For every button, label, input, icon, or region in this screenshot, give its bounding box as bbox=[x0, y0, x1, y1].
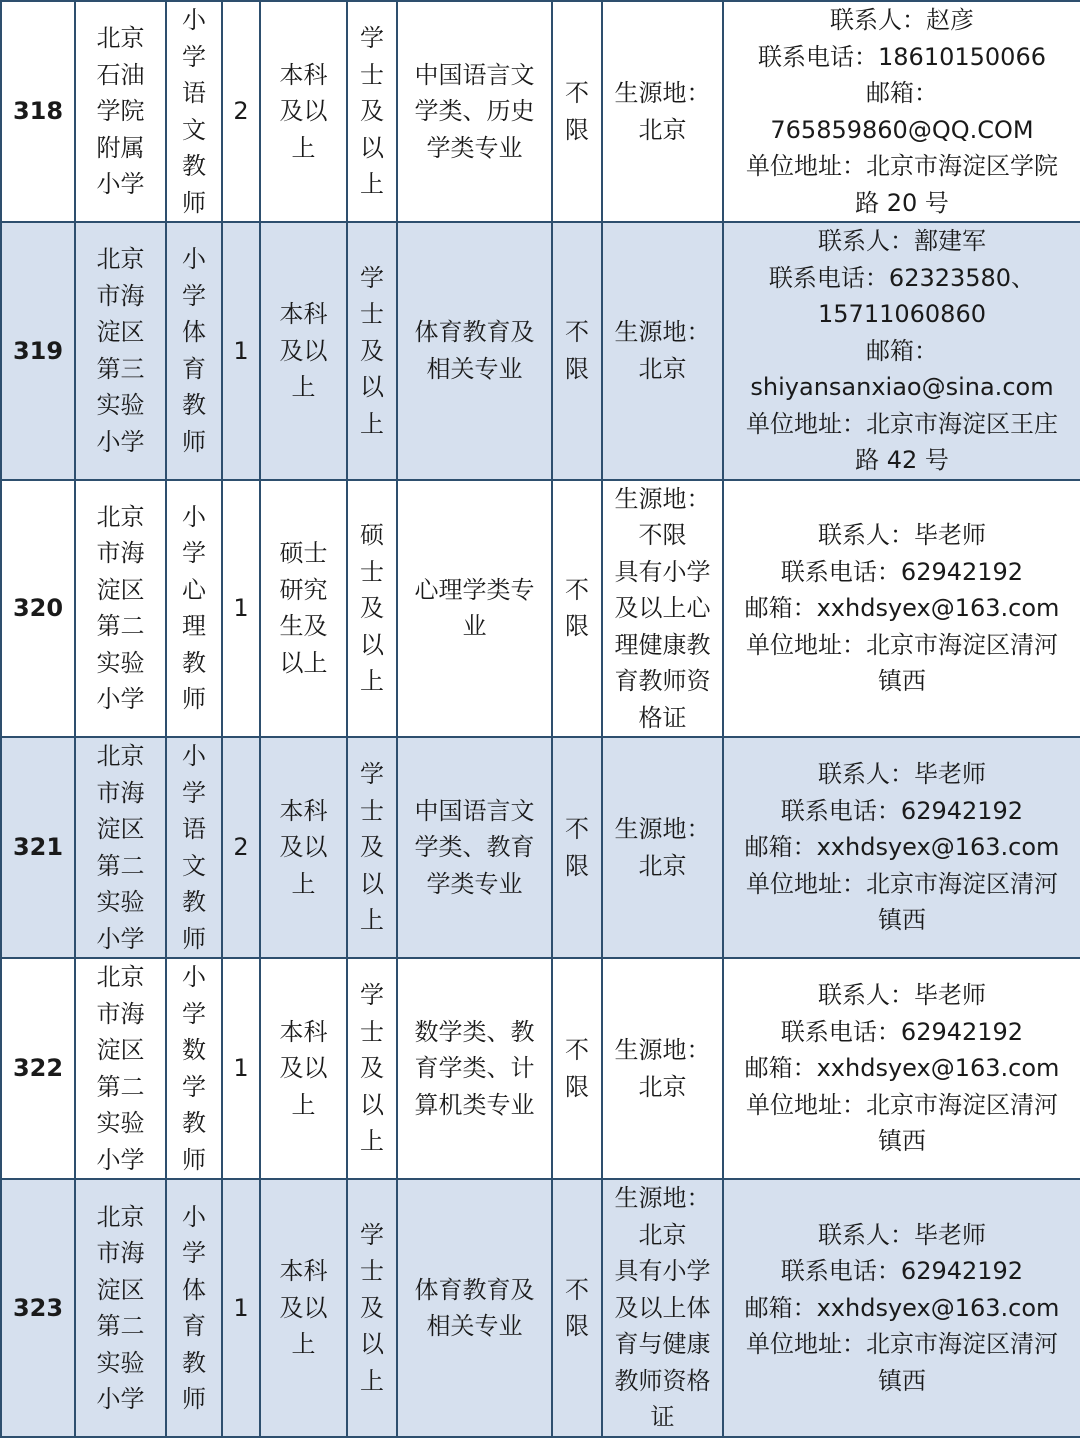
other-requirements-text: 生源地： 北京 bbox=[614, 318, 711, 383]
contact-line: 联系电话：62942192 bbox=[780, 1257, 1024, 1286]
school-name-cell bbox=[75, 958, 166, 1179]
hire-count-text: 2 bbox=[233, 97, 249, 126]
hire-count-cell bbox=[222, 480, 260, 738]
other-requirements-text: 生源地： 北京 bbox=[614, 1036, 711, 1101]
hire-count-text: 1 bbox=[233, 336, 249, 365]
education-cell bbox=[260, 1179, 347, 1437]
contact-line: 路 20 号 bbox=[855, 188, 949, 217]
position-number-cell bbox=[1, 480, 75, 738]
contact-line: 联系电话：62942192 bbox=[780, 557, 1024, 586]
contact-line: 联系电话：62323580、 bbox=[768, 263, 1036, 292]
table-row bbox=[1, 737, 1080, 958]
education-cell bbox=[260, 737, 347, 958]
school-name-text: 北京 市海 淀区 第二 实验 小学 bbox=[96, 502, 145, 714]
other-requirements-text: 生源地： 北京 具有小学 及以上体 育与健康 教师资格 证 bbox=[614, 1184, 711, 1432]
table-row bbox=[1, 1179, 1080, 1437]
position-title-cell bbox=[166, 1179, 222, 1437]
contact-line: shiyansanxiao@sina.com bbox=[750, 373, 1054, 401]
degree-text: 学 士 及 以 上 bbox=[360, 263, 384, 438]
contact-line: 路 42 号 bbox=[855, 446, 949, 474]
position-number-cell bbox=[1, 222, 75, 480]
education-text: 本科 及以 上 bbox=[279, 60, 328, 162]
contact-line: 单位地址：北京市海淀区王庄 bbox=[746, 409, 1058, 438]
hire-count-cell bbox=[222, 1, 260, 222]
hire-count-cell bbox=[222, 1179, 260, 1437]
position-number-cell bbox=[1, 1, 75, 222]
hire-count-text: 1 bbox=[233, 1293, 249, 1322]
contact-line: 邮箱：xxhdsyex@163.com bbox=[744, 833, 1060, 862]
degree-text: 学 士 及 以 上 bbox=[360, 760, 384, 935]
major-text: 数学类、教 育学类、计 算机类专业 bbox=[414, 1017, 535, 1119]
major-text: 中国语言文 学类、教育 学类专业 bbox=[414, 796, 535, 898]
other-requirements-cell bbox=[602, 1179, 723, 1437]
contact-line: 邮箱： bbox=[866, 79, 938, 107]
school-name-cell bbox=[75, 480, 166, 738]
position-title-cell bbox=[166, 737, 222, 958]
contact-line: 联系电话：62942192 bbox=[780, 1017, 1024, 1046]
age-text: 不 限 bbox=[565, 1036, 589, 1101]
other-requirements-cell bbox=[602, 222, 723, 480]
position-title-text: 小 学 语 文 教 师 bbox=[182, 742, 206, 953]
hire-count-text: 1 bbox=[233, 1054, 249, 1083]
contact-info-cell bbox=[723, 1, 1080, 222]
contact-line: 联系人：赵彦 bbox=[830, 6, 974, 34]
degree-cell bbox=[347, 737, 397, 958]
hire-count-text: 1 bbox=[233, 594, 249, 622]
contact-info-cell bbox=[723, 737, 1080, 958]
age-text: 不 限 bbox=[565, 79, 589, 144]
degree-cell bbox=[347, 1179, 397, 1437]
other-requirements-text: 生源地： 北京 bbox=[614, 815, 711, 880]
hire-count-text: 2 bbox=[233, 833, 249, 862]
school-name-text: 北京 石油 学院 附属 小学 bbox=[96, 24, 145, 199]
contact-line: 联系人：毕老师 bbox=[818, 760, 986, 789]
contact-line: 邮箱： bbox=[866, 336, 938, 365]
position-title-cell bbox=[166, 1, 222, 222]
education-cell bbox=[260, 480, 347, 738]
degree-text: 学 士 及 以 上 bbox=[360, 24, 384, 199]
major-text: 心理学类专 业 bbox=[414, 575, 535, 641]
contact-line: 镇西 bbox=[878, 1127, 926, 1156]
position-title-cell bbox=[166, 958, 222, 1179]
age-cell bbox=[552, 1179, 602, 1437]
position-number-text: 320 bbox=[12, 594, 64, 622]
major-text: 中国语言文 学类、历史 学类专业 bbox=[414, 60, 535, 162]
other-requirements-text: 生源地： 不限 具有小学 及以上心 理健康教 育教师资 格证 bbox=[614, 484, 711, 732]
age-text: 不 限 bbox=[565, 1275, 589, 1340]
position-number-cell bbox=[1, 958, 75, 1179]
degree-text: 学 士 及 以 上 bbox=[360, 1220, 384, 1395]
age-text: 不 限 bbox=[565, 815, 589, 880]
major-text: 体育教育及 相关专业 bbox=[414, 1275, 535, 1340]
school-name-text: 北京 市海 淀区 第二 实验 小学 bbox=[96, 742, 145, 953]
hire-count-cell bbox=[222, 958, 260, 1179]
contact-line: 邮箱：xxhdsyex@163.com bbox=[744, 594, 1060, 622]
education-text: 本科 及以 上 bbox=[279, 796, 328, 898]
contact-info-cell bbox=[723, 1179, 1080, 1437]
age-cell bbox=[552, 480, 602, 738]
school-name-text: 北京 市海 淀区 第三 实验 小学 bbox=[96, 245, 145, 456]
major-cell bbox=[397, 1, 552, 222]
contact-line: 镇西 bbox=[878, 1366, 926, 1395]
contact-info-cell bbox=[723, 480, 1080, 738]
table-row bbox=[1, 958, 1080, 1179]
hire-count-cell bbox=[222, 737, 260, 958]
education-text: 本科 及以 上 bbox=[279, 1257, 328, 1359]
education-text: 本科 及以 上 bbox=[279, 1017, 328, 1119]
other-requirements-cell bbox=[602, 1, 723, 222]
age-cell bbox=[552, 737, 602, 958]
other-requirements-text: 生源地： 北京 bbox=[614, 79, 711, 144]
degree-text: 学 士 及 以 上 bbox=[360, 981, 384, 1156]
major-cell bbox=[397, 222, 552, 480]
position-title-text: 小 学 体 育 教 师 bbox=[182, 1202, 206, 1413]
contact-line: 联系电话：18610150066 bbox=[758, 42, 1046, 71]
contact-info-cell bbox=[723, 958, 1080, 1179]
major-cell bbox=[397, 958, 552, 1179]
school-name-cell bbox=[75, 222, 166, 480]
major-cell bbox=[397, 480, 552, 738]
degree-cell bbox=[347, 1, 397, 222]
position-number-cell bbox=[1, 1179, 75, 1437]
age-cell bbox=[552, 222, 602, 480]
position-title-text: 小 学 数 学 教 师 bbox=[182, 963, 206, 1174]
table-body bbox=[1, 1, 1080, 1437]
degree-text: 硕 士 及 以 上 bbox=[360, 521, 384, 695]
contact-info-cell bbox=[723, 222, 1080, 480]
contact-line: 单位地址：北京市海淀区清河 bbox=[746, 630, 1058, 659]
hire-count-cell bbox=[222, 222, 260, 480]
contact-line: 单位地址：北京市海淀区学院 bbox=[746, 152, 1058, 180]
age-text: 不 限 bbox=[565, 575, 589, 641]
position-title-cell bbox=[166, 222, 222, 480]
table-row bbox=[1, 1, 1080, 222]
table-row bbox=[1, 222, 1080, 480]
contact-line: 邮箱：xxhdsyex@163.com bbox=[744, 1054, 1060, 1083]
contact-line: 单位地址：北京市海淀区清河 bbox=[746, 1330, 1058, 1359]
position-title-text: 小 学 心 理 教 师 bbox=[182, 502, 206, 714]
position-title-cell bbox=[166, 480, 222, 738]
table-row bbox=[1, 480, 1080, 738]
education-text: 硕士 研究 生及 以上 bbox=[279, 539, 328, 677]
position-number-text: 319 bbox=[12, 336, 64, 365]
major-cell bbox=[397, 1179, 552, 1437]
contact-line: 联系人：鄯建军 bbox=[818, 227, 986, 255]
school-name-cell bbox=[75, 1, 166, 222]
education-cell bbox=[260, 222, 347, 480]
contact-line: 15711060860 bbox=[818, 300, 986, 328]
position-number-text: 318 bbox=[12, 97, 64, 126]
education-text: 本科 及以 上 bbox=[279, 300, 328, 401]
contact-line: 765859860@QQ.COM bbox=[770, 115, 1034, 144]
age-cell bbox=[552, 1, 602, 222]
contact-line: 联系电话：62942192 bbox=[780, 796, 1024, 825]
contact-line: 单位地址：北京市海淀区清河 bbox=[746, 1090, 1058, 1119]
position-number-text: 321 bbox=[12, 833, 64, 862]
degree-cell bbox=[347, 958, 397, 1179]
school-name-text: 北京 市海 淀区 第二 实验 小学 bbox=[96, 1202, 145, 1413]
school-name-text: 北京 市海 淀区 第二 实验 小学 bbox=[96, 963, 145, 1174]
education-cell bbox=[260, 958, 347, 1179]
position-number-text: 322 bbox=[12, 1054, 64, 1083]
major-text: 体育教育及 相关专业 bbox=[414, 318, 535, 383]
contact-line: 镇西 bbox=[878, 906, 926, 935]
other-requirements-cell bbox=[602, 480, 723, 738]
other-requirements-cell bbox=[602, 737, 723, 958]
position-title-text: 小 学 语 文 教 师 bbox=[182, 6, 206, 217]
school-name-cell bbox=[75, 1179, 166, 1437]
degree-cell bbox=[347, 222, 397, 480]
contact-line: 邮箱：xxhdsyex@163.com bbox=[744, 1293, 1060, 1322]
contact-line: 联系人：毕老师 bbox=[818, 521, 986, 549]
position-title-text: 小 学 体 育 教 师 bbox=[182, 245, 206, 456]
major-cell bbox=[397, 737, 552, 958]
position-number-text: 323 bbox=[12, 1293, 64, 1322]
age-text: 不 限 bbox=[565, 318, 589, 383]
school-name-cell bbox=[75, 737, 166, 958]
age-cell bbox=[552, 958, 602, 1179]
education-cell bbox=[260, 1, 347, 222]
contact-line: 单位地址：北京市海淀区清河 bbox=[746, 869, 1058, 898]
position-number-cell bbox=[1, 737, 75, 958]
contact-line: 联系人：毕老师 bbox=[818, 981, 986, 1010]
contact-line: 联系人：毕老师 bbox=[818, 1220, 986, 1249]
degree-cell bbox=[347, 480, 397, 738]
other-requirements-cell bbox=[602, 958, 723, 1179]
contact-line: 镇西 bbox=[878, 667, 926, 695]
